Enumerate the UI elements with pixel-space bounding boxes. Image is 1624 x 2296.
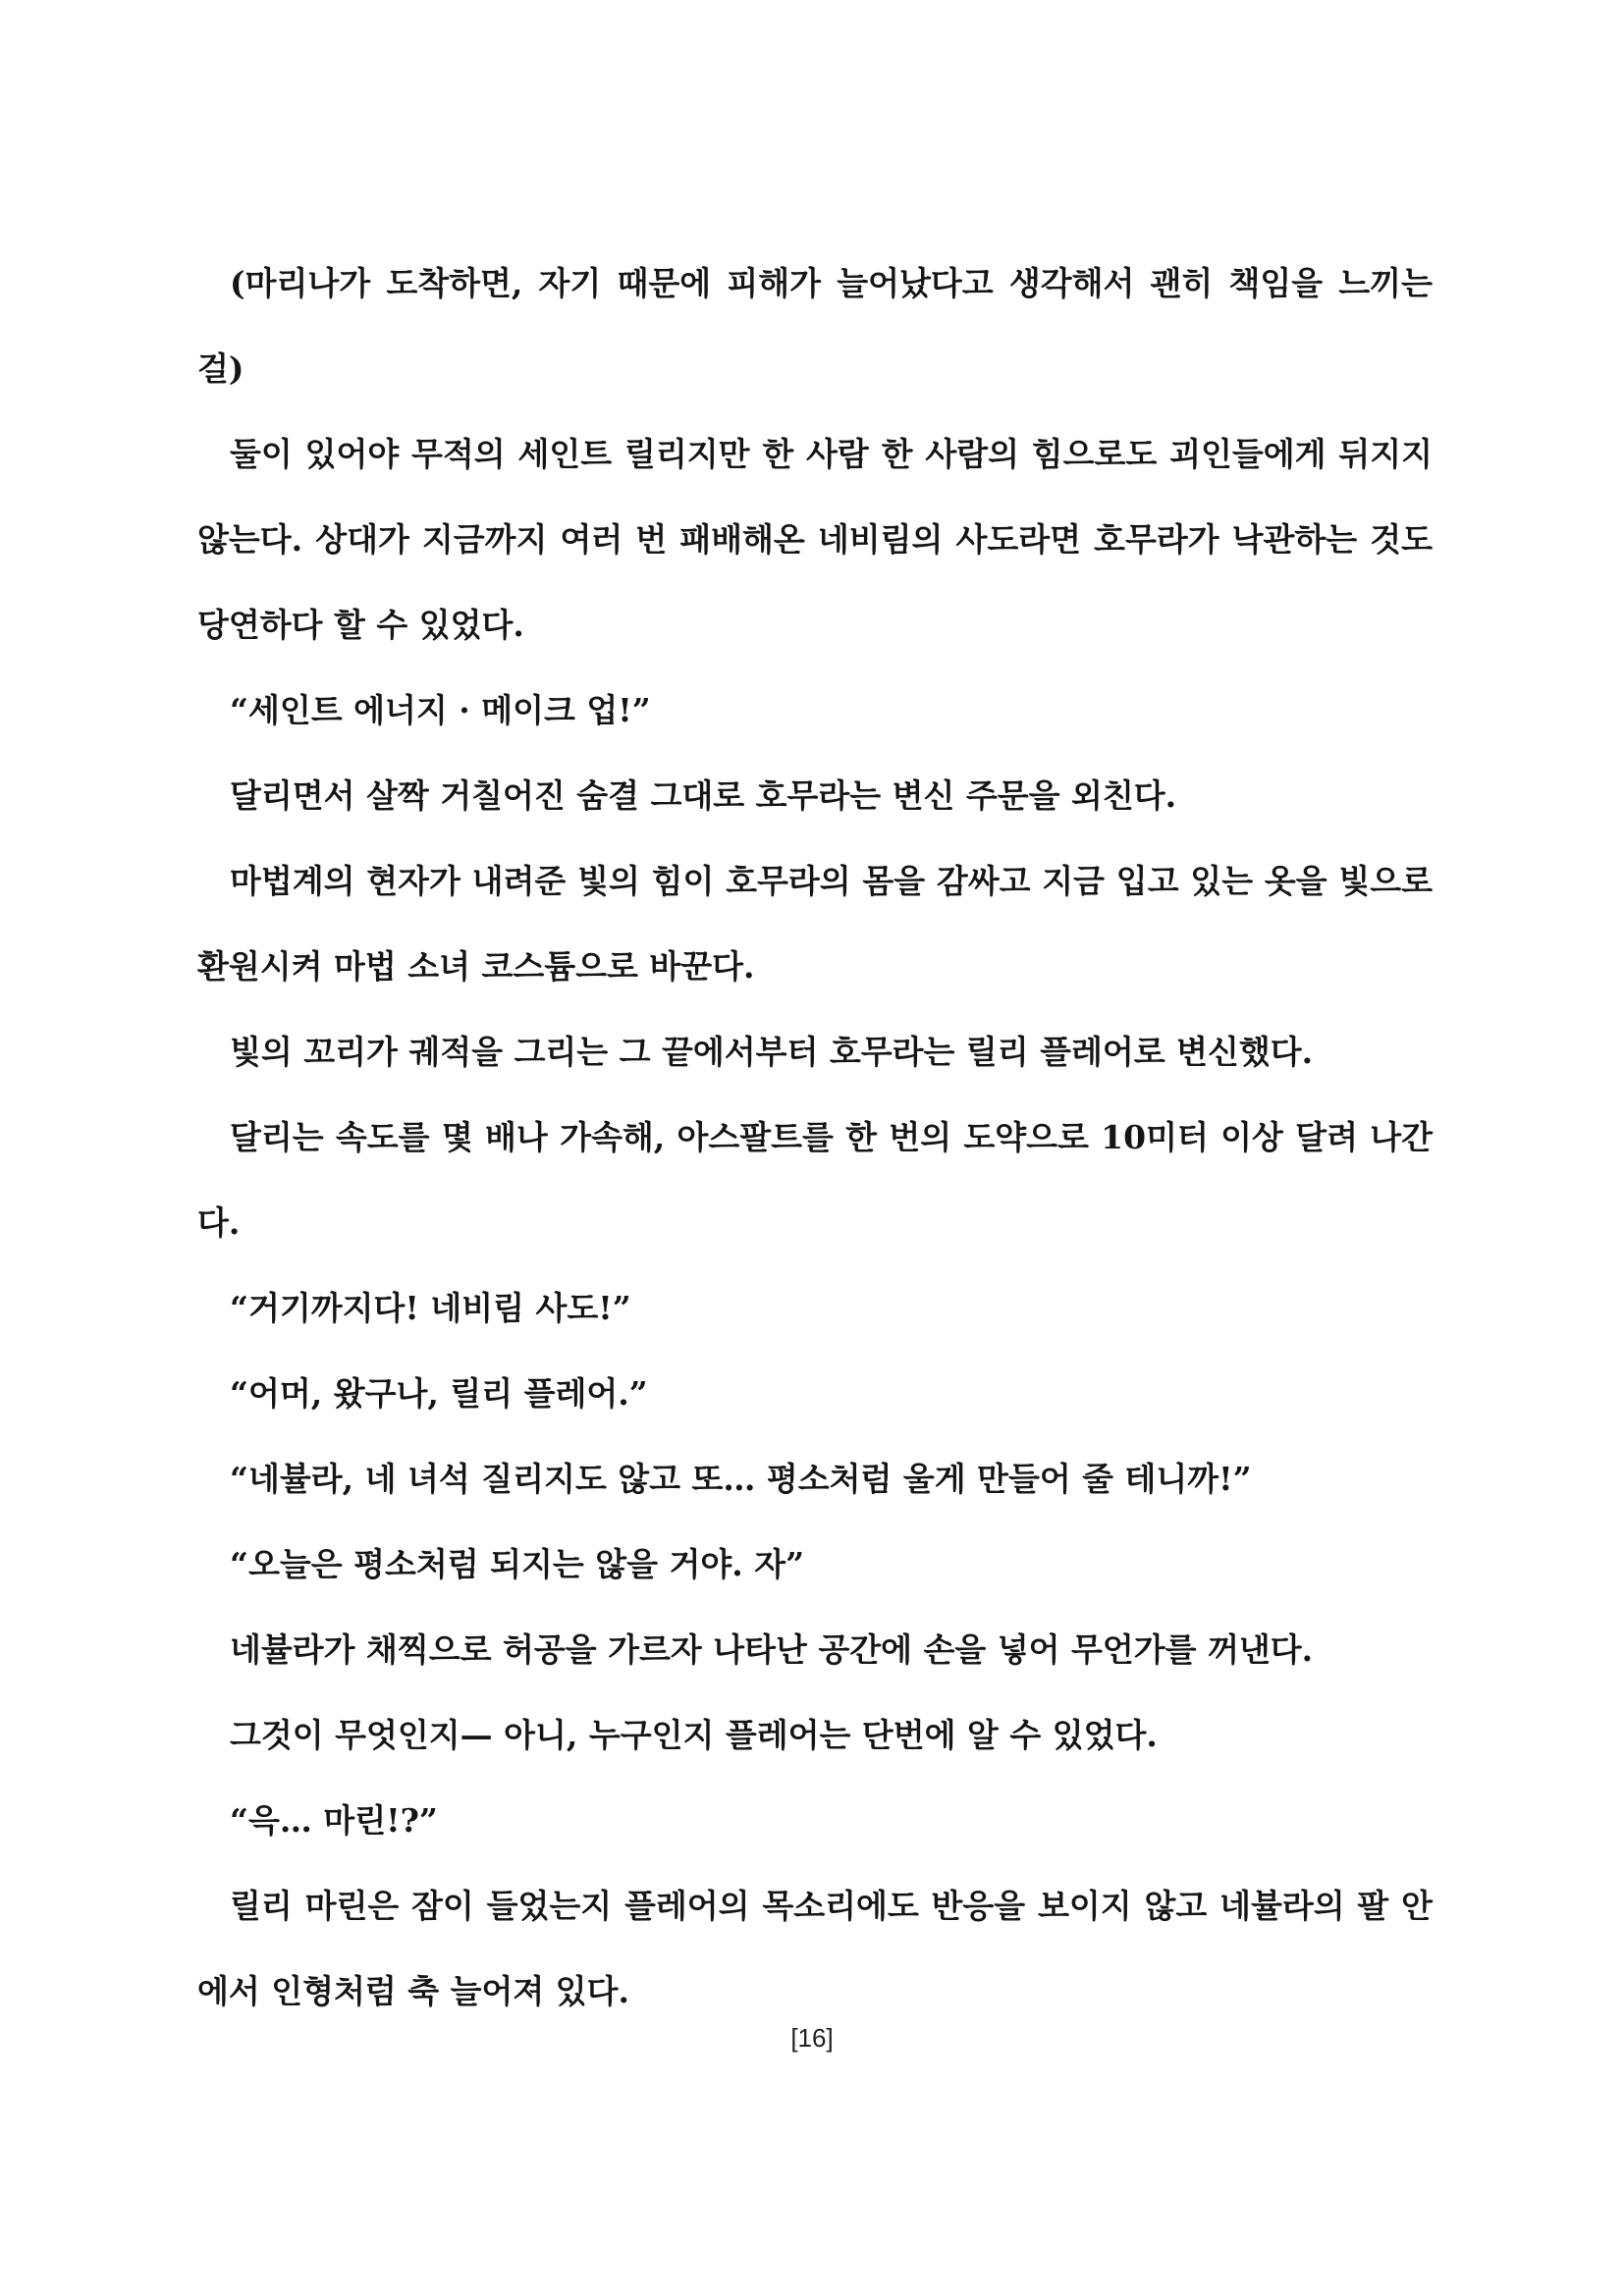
paragraph: 달리면서 살짝 거칠어진 숨결 그대로 호무라는 변신 주문을 외친다. xyxy=(230,776,1177,815)
paragraph: 네뷸라가 채찍으로 허공을 가르자 나타난 공간에 손을 넣어 무언가를 꺼낸다. xyxy=(230,1630,1314,1669)
paragraph: “오늘은 평소처럼 되지는 않을 거야. 자” xyxy=(230,1545,805,1583)
paragraph: 마법계의 현자가 내려준 빛의 힘이 호무라의 몸을 감싸고 지금 입고 있는 옷을 빛으로 환원시켜 마법 소녀 코스튬으로 바꾼다. xyxy=(197,862,1433,986)
page-number: [16] xyxy=(790,2023,834,2053)
paragraph: 빛의 꼬리가 궤적을 그리는 그 끝에서부터 호무라는 릴리 플레어로 변신했다. xyxy=(230,1033,1314,1071)
paragraph: “네뷸라, 네 녀석 질리지도 않고 또… 평소처럼 울게 만들어 줄 테니까!” xyxy=(230,1460,1252,1498)
paragraph: “세인트 에너지 · 메이크 업!” xyxy=(230,691,651,729)
paragraph: (마리나가 도착하면, 자기 때문에 피해가 늘어났다고 생각해서 괜히 책임을 느끼는걸) xyxy=(197,264,1433,388)
paragraph: 그것이 무엇인지— 아니, 누구인지 플레어는 단번에 알 수 있었다. xyxy=(230,1716,1158,1754)
paragraph: “거기까지다! 네비림 사도!” xyxy=(230,1289,631,1327)
paragraph: 둘이 있어야 무적의 세인트 릴리지만 한 사람 한 사람의 힘으로도 괴인들에게 뒤지지 않는다. 상대가 지금까지 여러 번 패배해온 네비림의 사도라면 호무라가 낙관하는 것도 당연하다 할 수 있었다. xyxy=(197,435,1433,644)
body-text xyxy=(197,240,1433,2034)
paragraph: “어머, 왔구나, 릴리 플레어.” xyxy=(230,1374,648,1413)
paragraph: 릴리 마린은 잠이 들었는지 플레어의 목소리에도 반응을 보이지 않고 네뷸라의 팔 안에서 인형처럼 축 늘어져 있다. xyxy=(197,1887,1433,2010)
paragraph: “윽… 마린!?” xyxy=(230,1801,438,1840)
paragraph: 달리는 속도를 몇 배나 가속해, 아스팔트를 한 번의 도약으로 10미터 이상 달려 나간다. xyxy=(197,1118,1433,1242)
